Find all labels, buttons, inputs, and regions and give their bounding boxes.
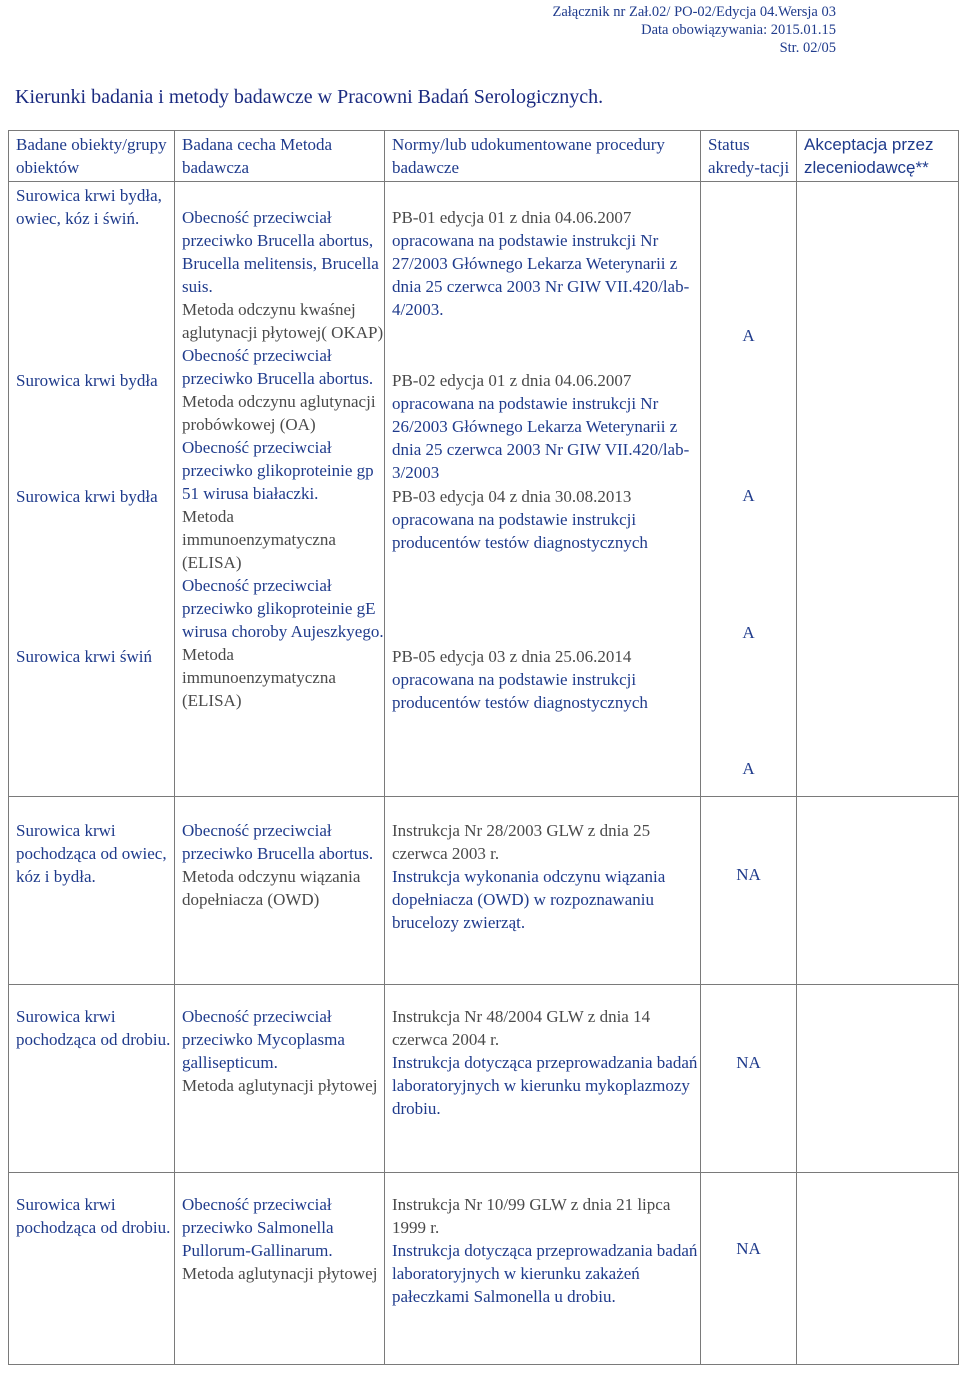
status-value: A xyxy=(742,623,755,642)
norm-basis: opracowana na podstawie instrukcji Nr 27/2003 Głównego Lekarza Weterynarii z dnia 25 czerwca 2003 Nr GIW VII.420/lab-4/2003. xyxy=(392,231,690,319)
norm-procedure: Instrukcja Nr 10/99 GLW z dnia 21 lipca 1999 r. xyxy=(392,1195,671,1237)
features-cell xyxy=(175,985,385,1173)
acceptance-cell xyxy=(797,1173,959,1365)
norm-procedure: PB-01 edycja 01 z dnia 04.06.2007 xyxy=(392,208,632,227)
table-row xyxy=(9,985,959,1173)
object-item: Surowica krwi bydła, owiec, kóz i świń. xyxy=(16,186,162,228)
norm-procedure: PB-02 edycja 01 z dnia 04.06.2007 xyxy=(392,371,632,390)
objects-cell: Surowica krwi pochodząca od drobiu. xyxy=(9,1173,175,1365)
object-item: Surowica krwi bydła xyxy=(16,371,158,390)
document-header xyxy=(436,3,836,57)
status-cell: NA xyxy=(701,797,797,985)
status-value: A xyxy=(742,326,755,345)
status-cell xyxy=(701,182,797,797)
norm-basis: Instrukcja wykonania odczynu wiązania dopełniacza (OWD) w rozpoznawaniu brucelozy zwierząt. xyxy=(392,867,666,932)
norm-basis: Instrukcja dotycząca przeprowadzania badań laboratoryjnych w kierunku zakażeń pałeczkami Salmonella u drobiu. xyxy=(392,1241,698,1306)
column-header-objects: Badane obiekty/grupy obiektów xyxy=(9,131,175,182)
acceptance-cell xyxy=(797,797,959,985)
feature-method: Metoda immunoenzymatyczna (ELISA) xyxy=(182,645,336,710)
norm-basis: opracowana na podstawie instrukcji Nr 26/2003 Głównego Lekarza Weterynarii z dnia 25 czerwca 2003 Nr GIW VII.420/lab-3/2003 xyxy=(392,394,690,482)
header-attachment-line: Załącznik nr Zał.02/ PO-02/Edycja 04.Wersja 03 xyxy=(552,4,836,20)
norm-procedure: PB-05 edycja 03 z dnia 25.06.2014 xyxy=(392,647,632,666)
norms-cell xyxy=(385,182,701,797)
feature-method: Metoda immunoenzymatyczna (ELISA) xyxy=(182,507,336,572)
object-item: Surowica krwi świń xyxy=(16,647,152,666)
column-header-status: Status akredy-tacji xyxy=(701,131,797,182)
feature-method: Metoda odczynu wiązania dopełniacza (OWD) xyxy=(182,867,361,909)
feature-description: Obecność przeciwciał przeciwko glikoproteinie gp 51 wirusa białaczki. xyxy=(182,438,374,503)
acceptance-cell xyxy=(797,985,959,1173)
feature-method: Metoda aglutynacji płytowej xyxy=(182,1076,378,1095)
status-cell: NA xyxy=(701,1173,797,1365)
norm-basis: opracowana na podstawie instrukcji producentów testów diagnostycznych xyxy=(392,670,648,712)
column-header-acceptance: Akceptacja przez zleceniodawcę** xyxy=(797,131,959,182)
feature-description: Obecność przeciwciał przeciwko Salmonella Pullorum-Gallinarum. xyxy=(182,1195,334,1260)
feature-method: Metoda odczynu aglutynacji probówkowej (OA) xyxy=(182,392,376,434)
page-title: Kierunki badania i metody badawcze w Pracowni Badań Serologicznych. xyxy=(15,86,604,108)
feature-description: Obecność przeciwciał przeciwko Brucella abortus. xyxy=(182,346,374,388)
acceptance-cell xyxy=(797,182,959,797)
table-row xyxy=(9,797,959,985)
table-row xyxy=(9,1173,959,1365)
features-cell xyxy=(175,797,385,985)
header-page-line: Str. 02/05 xyxy=(779,40,836,56)
objects-cell xyxy=(9,182,175,797)
column-header-norms: Normy/lub udokumentowane procedury badawcze xyxy=(385,131,701,182)
methods-table xyxy=(8,130,959,1365)
feature-description: Obecność przeciwciał przeciwko Mycoplasma gallisepticum. xyxy=(182,1007,345,1072)
column-header-feature: Badana cecha Metoda badawcza xyxy=(175,131,385,182)
feature-description: Obecność przeciwciał przeciwko glikoproteinie gE wirusa choroby Aujeszkyego. xyxy=(182,576,384,641)
features-cell xyxy=(175,182,385,797)
table-row xyxy=(9,182,959,797)
norms-cell xyxy=(385,1173,701,1365)
table-header-row xyxy=(9,131,959,182)
status-cell: NA xyxy=(701,985,797,1173)
feature-description: Obecność przeciwciał przeciwko Brucella abortus. xyxy=(182,821,374,863)
norm-procedure: Instrukcja Nr 48/2004 GLW z dnia 14 czerwca 2004 r. xyxy=(392,1007,651,1049)
norm-basis: opracowana na podstawie instrukcji producentów testów diagnostycznych xyxy=(392,510,648,552)
norms-cell xyxy=(385,797,701,985)
norms-cell xyxy=(385,985,701,1173)
feature-method: Metoda aglutynacji płytowej xyxy=(182,1264,378,1283)
norm-procedure: PB-03 edycja 04 z dnia 30.08.2013 xyxy=(392,487,632,506)
norm-procedure: Instrukcja Nr 28/2003 GLW z dnia 25 czerwca 2003 r. xyxy=(392,821,651,863)
norm-basis: Instrukcja dotycząca przeprowadzania badań laboratoryjnych w kierunku mykoplazmozy drobiu. xyxy=(392,1053,698,1118)
status-value: A xyxy=(742,486,755,505)
feature-description: Obecność przeciwciał przeciwko Brucella abortus, Brucella melitensis, Brucella suis. xyxy=(182,208,379,296)
objects-cell: Surowica krwi pochodząca od drobiu. xyxy=(9,985,175,1173)
objects-cell: Surowica krwi pochodząca od owiec, kóz i bydła. xyxy=(9,797,175,985)
header-date-line: Data obowiązywania: 2015.01.15 xyxy=(641,22,836,38)
features-cell xyxy=(175,1173,385,1365)
object-item: Surowica krwi bydła xyxy=(16,487,158,506)
feature-method: Metoda odczynu kwaśnej aglutynacji płytowej( OKAP) xyxy=(182,300,384,342)
status-value: A xyxy=(742,759,755,778)
